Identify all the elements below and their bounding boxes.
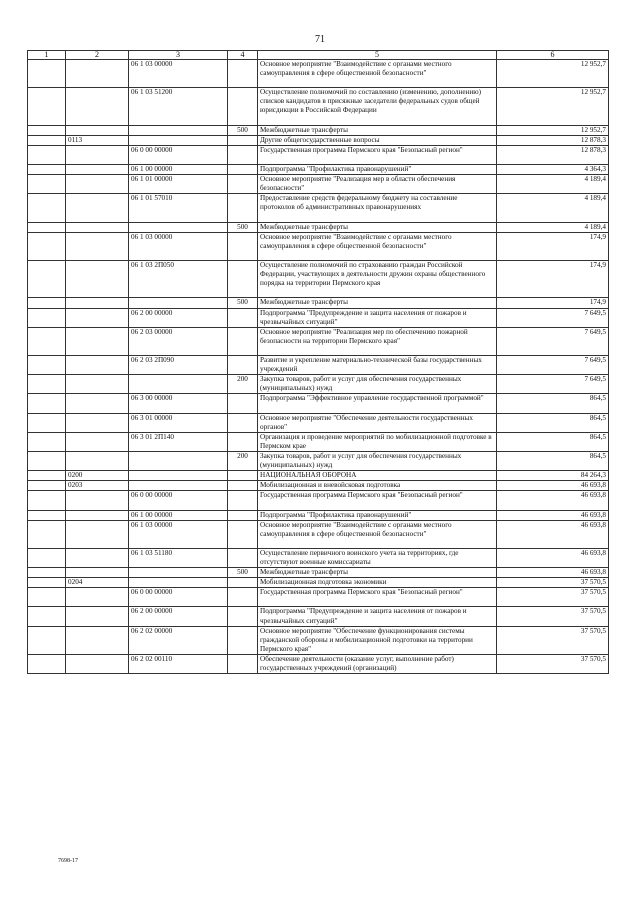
table-row	[28, 308, 609, 327]
target-item-code-cell	[129, 298, 228, 308]
description-cell: Осуществление полномочий по страхованию граждан Российской Федерации, участвующих в деятельности дружин охраны общественного порядка на территории Пермского края	[258, 261, 497, 298]
section-code-cell	[28, 298, 66, 308]
subsection-code-cell	[66, 607, 129, 626]
subsection-code-cell	[66, 308, 129, 327]
target-item-code-cell: 06 0 00 00000	[129, 491, 228, 510]
section-code-cell	[28, 626, 66, 654]
description-cell: Подпрограмма "Предупреждение и защита населения от пожаров и чрезвычайных ситуаций"	[258, 308, 497, 327]
target-item-code-cell: 06 1 03 00000	[129, 60, 228, 88]
expense-type-cell	[228, 194, 258, 222]
expense-type-cell	[228, 578, 258, 588]
subsection-code-cell	[66, 125, 129, 135]
target-item-code-cell: 06 0 00 00000	[129, 588, 228, 607]
section-code-cell	[28, 165, 66, 175]
description-cell: Межбюджетные трансферты	[258, 222, 497, 232]
table-row	[28, 194, 609, 222]
expense-type-cell	[228, 510, 258, 520]
amount-cell: 12 878,3	[497, 135, 609, 145]
column-header: 2	[66, 51, 129, 60]
subsection-code-cell	[66, 232, 129, 260]
description-cell: Подпрограмма "Профилактика правонарушений"	[258, 165, 497, 175]
target-item-code-cell: 06 2 02 00000	[129, 626, 228, 654]
table-row	[28, 510, 609, 520]
description-cell: Государственная программа Пермского края "Безопасный регион"	[258, 145, 497, 164]
expense-type-cell	[228, 481, 258, 491]
section-code-cell	[28, 491, 66, 510]
description-cell: Межбюджетные трансферты	[258, 298, 497, 308]
table-row	[28, 432, 609, 451]
amount-cell: 37 570,5	[497, 607, 609, 626]
subsection-code-cell	[66, 88, 129, 125]
expense-type-cell	[228, 607, 258, 626]
target-item-code-cell: 06 1 03 00000	[129, 232, 228, 260]
description-cell: Основное мероприятие "Обеспечение деятельности государственных органов"	[258, 413, 497, 432]
table-row	[28, 232, 609, 260]
subsection-code-cell	[66, 145, 129, 164]
subsection-code-cell	[66, 491, 129, 510]
target-item-code-cell: 06 2 00 00000	[129, 308, 228, 327]
amount-cell: 46 693,8	[497, 510, 609, 520]
section-code-cell	[28, 451, 66, 470]
amount-cell: 37 570,5	[497, 578, 609, 588]
expense-type-cell: 500	[228, 222, 258, 232]
table-row	[28, 451, 609, 470]
subsection-code-cell	[66, 60, 129, 88]
target-item-code-cell	[129, 125, 228, 135]
subsection-code-cell	[66, 222, 129, 232]
section-code-cell	[28, 607, 66, 626]
expense-type-cell	[228, 432, 258, 451]
table-row	[28, 588, 609, 607]
amount-cell: 7 649,5	[497, 375, 609, 394]
target-item-code-cell: 06 1 03 51200	[129, 88, 228, 125]
section-code-cell	[28, 481, 66, 491]
expense-type-cell: 200	[228, 375, 258, 394]
expense-type-cell	[228, 145, 258, 164]
description-cell: Закупка товаров, работ и услуг для обеспечения государственных (муниципальных) нужд	[258, 451, 497, 470]
footer-code: 7698-17	[58, 858, 78, 864]
target-item-code-cell: 06 0 00 00000	[129, 145, 228, 164]
amount-cell: 46 693,8	[497, 520, 609, 548]
subsection-code-cell	[66, 175, 129, 194]
subsection-code-cell	[66, 261, 129, 298]
expense-type-cell	[228, 356, 258, 375]
table-row	[28, 145, 609, 164]
expense-type-cell	[228, 232, 258, 260]
expense-type-cell	[228, 491, 258, 510]
description-cell: Осуществление полномочий по составлению (изменению, дополнению) списков кандидатов в присяжные заседатели федеральных судов общей юрисдикции в Российской Федерации	[258, 88, 497, 125]
subsection-code-cell	[66, 165, 129, 175]
table-header-row	[28, 51, 609, 60]
page-number: 71	[315, 34, 325, 45]
section-code-cell	[28, 471, 66, 481]
column-header: 1	[28, 51, 66, 60]
section-code-cell	[28, 356, 66, 375]
target-item-code-cell: 06 3 01 00000	[129, 413, 228, 432]
amount-cell: 12 952,7	[497, 60, 609, 88]
target-item-code-cell: 06 1 03 51180	[129, 548, 228, 567]
target-item-code-cell: 06 1 00 00000	[129, 165, 228, 175]
amount-cell: 46 693,8	[497, 481, 609, 491]
subsection-code-cell	[66, 568, 129, 578]
table-row	[28, 520, 609, 548]
target-item-code-cell: 06 1 01 00000	[129, 175, 228, 194]
amount-cell: 46 693,8	[497, 568, 609, 578]
amount-cell: 46 693,8	[497, 548, 609, 567]
description-cell: Организация и проведение мероприятий по мобилизационной подготовке в Пермском крае	[258, 432, 497, 451]
subsection-code-cell: 0203	[66, 481, 129, 491]
amount-cell: 12 952,7	[497, 88, 609, 125]
section-code-cell	[28, 548, 66, 567]
amount-cell: 174,9	[497, 261, 609, 298]
table-row	[28, 413, 609, 432]
description-cell: Межбюджетные трансферты	[258, 568, 497, 578]
table-row	[28, 548, 609, 567]
expense-type-cell: 500	[228, 568, 258, 578]
target-item-code-cell: 06 2 00 00000	[129, 607, 228, 626]
target-item-code-cell	[129, 568, 228, 578]
amount-cell: 4 189,4	[497, 222, 609, 232]
table-row	[28, 60, 609, 88]
amount-cell: 37 570,5	[497, 588, 609, 607]
target-item-code-cell: 06 1 03 2П050	[129, 261, 228, 298]
table-row	[28, 165, 609, 175]
amount-cell: 174,9	[497, 298, 609, 308]
amount-cell: 7 649,5	[497, 308, 609, 327]
expense-type-cell: 500	[228, 298, 258, 308]
expense-type-cell	[228, 175, 258, 194]
expense-type-cell	[228, 413, 258, 432]
expense-type-cell	[228, 548, 258, 567]
description-cell: Мобилизационная и вневойсковая подготовка	[258, 481, 497, 491]
subsection-code-cell	[66, 451, 129, 470]
amount-cell: 46 693,8	[497, 491, 609, 510]
section-code-cell	[28, 510, 66, 520]
subsection-code-cell	[66, 654, 129, 673]
amount-cell: 12 952,7	[497, 125, 609, 135]
amount-cell: 4 189,4	[497, 175, 609, 194]
table-row	[28, 88, 609, 125]
target-item-code-cell	[129, 578, 228, 588]
target-item-code-cell: 06 3 00 00000	[129, 394, 228, 413]
section-code-cell	[28, 588, 66, 607]
description-cell: Подпрограмма "Эффективное управление государственной программой"	[258, 394, 497, 413]
target-item-code-cell: 06 3 01 2П140	[129, 432, 228, 451]
table-row	[28, 471, 609, 481]
table-row	[28, 125, 609, 135]
description-cell: Обеспечение деятельности (оказание услуг, выполнение работ) государственных учреждений (организаций)	[258, 654, 497, 673]
target-item-code-cell: 06 2 03 2П090	[129, 356, 228, 375]
column-header: 6	[497, 51, 609, 60]
table-row	[28, 626, 609, 654]
section-code-cell	[28, 394, 66, 413]
description-cell: Другие общегосударственные вопросы	[258, 135, 497, 145]
section-code-cell	[28, 654, 66, 673]
description-cell: Основное мероприятие "Обеспечение функционирования системы гражданской обороны и мобилизационной подготовки на территории Пермского края"	[258, 626, 497, 654]
section-code-cell	[28, 261, 66, 298]
expense-type-cell	[228, 135, 258, 145]
target-item-code-cell: 06 1 00 00000	[129, 510, 228, 520]
target-item-code-cell	[129, 451, 228, 470]
amount-cell: 84 264,3	[497, 471, 609, 481]
expense-type-cell	[228, 626, 258, 654]
table-row	[28, 607, 609, 626]
table-row	[28, 298, 609, 308]
amount-cell: 7 649,5	[497, 356, 609, 375]
target-item-code-cell: 06 2 03 00000	[129, 327, 228, 355]
column-header: 5	[258, 51, 497, 60]
subsection-code-cell	[66, 626, 129, 654]
table-row	[28, 481, 609, 491]
subsection-code-cell	[66, 413, 129, 432]
subsection-code-cell	[66, 588, 129, 607]
expense-type-cell	[228, 165, 258, 175]
expense-type-cell	[228, 520, 258, 548]
expense-type-cell: 500	[228, 125, 258, 135]
amount-cell: 7 649,5	[497, 327, 609, 355]
table-row	[28, 327, 609, 355]
table-row	[28, 394, 609, 413]
section-code-cell	[28, 520, 66, 548]
target-item-code-cell	[129, 375, 228, 394]
amount-cell: 37 570,5	[497, 654, 609, 673]
description-cell: Государственная программа Пермского края "Безопасный регион"	[258, 491, 497, 510]
description-cell: Межбюджетные трансферты	[258, 125, 497, 135]
expense-type-cell	[228, 394, 258, 413]
amount-cell: 174,9	[497, 232, 609, 260]
description-cell: Предоставление средств федеральному бюджету на составление протоколов об административных правонарушениях	[258, 194, 497, 222]
table-row	[28, 491, 609, 510]
expense-type-cell	[228, 588, 258, 607]
description-cell: Осуществление первичного воинского учета на территориях, где отсутствуют военные комиссариаты	[258, 548, 497, 567]
description-cell: Основное мероприятие "Взаимодействие с органами местного самоуправления в сфере общественной безопасности"	[258, 232, 497, 260]
target-item-code-cell	[129, 471, 228, 481]
table-row	[28, 375, 609, 394]
expense-type-cell	[228, 327, 258, 355]
description-cell: НАЦИОНАЛЬНАЯ ОБОРОНА	[258, 471, 497, 481]
target-item-code-cell: 06 1 03 00000	[129, 520, 228, 548]
section-code-cell	[28, 60, 66, 88]
target-item-code-cell: 06 1 01 57010	[129, 194, 228, 222]
description-cell: Подпрограмма "Предупреждение и защита населения от пожаров и чрезвычайных ситуаций"	[258, 607, 497, 626]
section-code-cell	[28, 88, 66, 125]
subsection-code-cell	[66, 375, 129, 394]
subsection-code-cell	[66, 356, 129, 375]
expense-type-cell	[228, 308, 258, 327]
section-code-cell	[28, 568, 66, 578]
section-code-cell	[28, 432, 66, 451]
amount-cell: 4 364,3	[497, 165, 609, 175]
subsection-code-cell	[66, 510, 129, 520]
expense-type-cell	[228, 654, 258, 673]
amount-cell: 864,5	[497, 413, 609, 432]
subsection-code-cell: 0200	[66, 471, 129, 481]
subsection-code-cell	[66, 327, 129, 355]
expense-type-cell	[228, 88, 258, 125]
amount-cell: 864,5	[497, 451, 609, 470]
description-cell: Мобилизационная подготовка экономики	[258, 578, 497, 588]
subsection-code-cell: 0113	[66, 135, 129, 145]
table-row	[28, 356, 609, 375]
section-code-cell	[28, 175, 66, 194]
amount-cell: 37 570,5	[497, 626, 609, 654]
table-row	[28, 578, 609, 588]
description-cell: Основное мероприятие "Взаимодействие с органами местного самоуправления в сфере общественной безопасности"	[258, 520, 497, 548]
section-code-cell	[28, 125, 66, 135]
subsection-code-cell	[66, 548, 129, 567]
amount-cell: 864,5	[497, 394, 609, 413]
table-row	[28, 135, 609, 145]
description-cell: Основное мероприятие "Реализация мер по обеспечению пожарной безопасности на территории Пермского края"	[258, 327, 497, 355]
column-header: 3	[129, 51, 228, 60]
table-row	[28, 261, 609, 298]
subsection-code-cell: 0204	[66, 578, 129, 588]
description-cell: Подпрограмма "Профилактика правонарушений"	[258, 510, 497, 520]
section-code-cell	[28, 578, 66, 588]
target-item-code-cell: 06 2 02 00110	[129, 654, 228, 673]
column-header: 4	[228, 51, 258, 60]
expense-type-cell	[228, 261, 258, 298]
subsection-code-cell	[66, 520, 129, 548]
description-cell: Развитие и укрепление материально-технической базы государственных учреждений	[258, 356, 497, 375]
target-item-code-cell	[129, 222, 228, 232]
description-cell: Основное мероприятие "Реализация мер в области обеспечения безопасности"	[258, 175, 497, 194]
subsection-code-cell	[66, 298, 129, 308]
subsection-code-cell	[66, 394, 129, 413]
section-code-cell	[28, 327, 66, 355]
budget-table	[27, 50, 609, 674]
table-row	[28, 654, 609, 673]
section-code-cell	[28, 135, 66, 145]
section-code-cell	[28, 375, 66, 394]
section-code-cell	[28, 145, 66, 164]
subsection-code-cell	[66, 194, 129, 222]
amount-cell: 864,5	[497, 432, 609, 451]
section-code-cell	[28, 308, 66, 327]
target-item-code-cell	[129, 135, 228, 145]
table-row	[28, 175, 609, 194]
section-code-cell	[28, 194, 66, 222]
table-row	[28, 222, 609, 232]
description-cell: Государственная программа Пермского края "Безопасный регион"	[258, 588, 497, 607]
amount-cell: 4 189,4	[497, 194, 609, 222]
section-code-cell	[28, 232, 66, 260]
expense-type-cell	[228, 471, 258, 481]
section-code-cell	[28, 413, 66, 432]
target-item-code-cell	[129, 481, 228, 491]
subsection-code-cell	[66, 432, 129, 451]
section-code-cell	[28, 222, 66, 232]
table-row	[28, 568, 609, 578]
amount-cell: 12 878,3	[497, 145, 609, 164]
expense-type-cell: 200	[228, 451, 258, 470]
description-cell: Закупка товаров, работ и услуг для обеспечения государственных (муниципальных) нужд	[258, 375, 497, 394]
description-cell: Основное мероприятие "Взаимодействие с органами местного самоуправления в сфере общественной безопасности"	[258, 60, 497, 88]
expense-type-cell	[228, 60, 258, 88]
